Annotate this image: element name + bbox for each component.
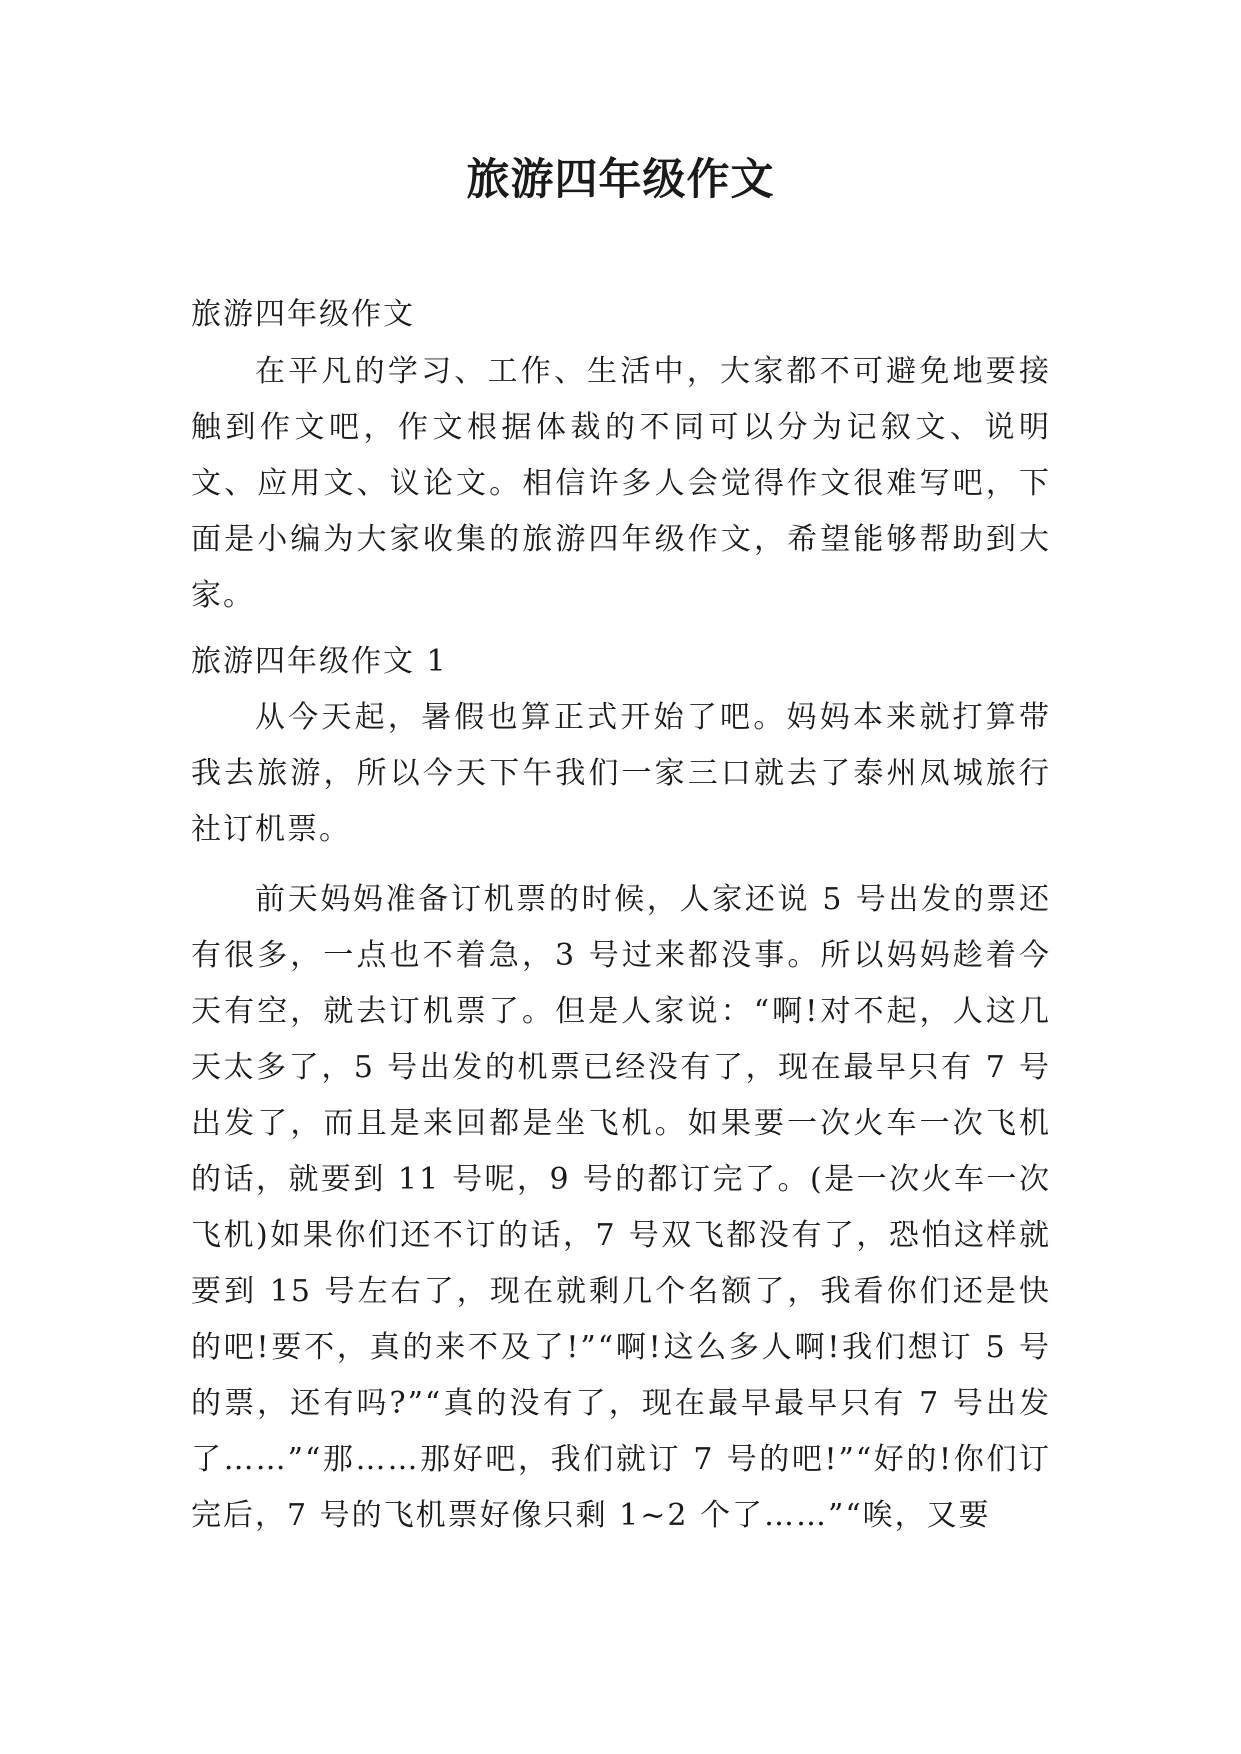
essay-1-paragraph-1: 从今天起，暑假也算正式开始了吧。妈妈本来就打算带我去旅游，所以今天下午我们一家三口就去了泰州凤城旅行社订机票。 [191, 700, 1051, 847]
essay-1-paragraph-2: 前天妈妈准备订机票的时候，人家还说 5 号出发的票还有很多，一点也不着急，3 号过来都没事。所以妈妈趁着今天有空，就去订机票了。但是人家说：“啊!对不起，人这几天太多了，5 号出发的机票已经没有了，现在最早只有 7 号出发了，而且是来回都是坐飞机。如果要一次火车一次飞机的话，就要到 11 号呢，9 号的都订完了。(是一次火车一次飞机)如果你们还不订的话，7 号双飞都没有了，恐怕这样就要到 15 号左右了，现在就剩几个名额了，我看你们还是快的吧!要不，真的来不及了!”“啊!这么多人啊!我们想订 5 号的票，还有吗?”“真的没有了，现在最早最早只有 7 号出发了……”“那……那好吧，我们就订 7 号的吧!”“好的!你们订完后，7 号的飞机票好像只剩 1~2 个了……”“唉，又要 [191, 882, 1051, 1533]
intro-paragraph: 在平凡的学习、工作、生活中，大家都不可避免地要接触到作文吧，作文根据体裁的不同可以分为记叙文、说明文、应用文、议论文。相信许多人会觉得作文很难写吧，下面是小编为大家收集的旅游四年级作文，希望能够帮助到大家。 [191, 354, 1051, 613]
section-heading-intro: 旅游四年级作文 [191, 297, 415, 332]
section-heading-essay-1: 旅游四年级作文 1 [191, 644, 448, 679]
document-title: 旅游四年级作文 [466, 155, 775, 205]
